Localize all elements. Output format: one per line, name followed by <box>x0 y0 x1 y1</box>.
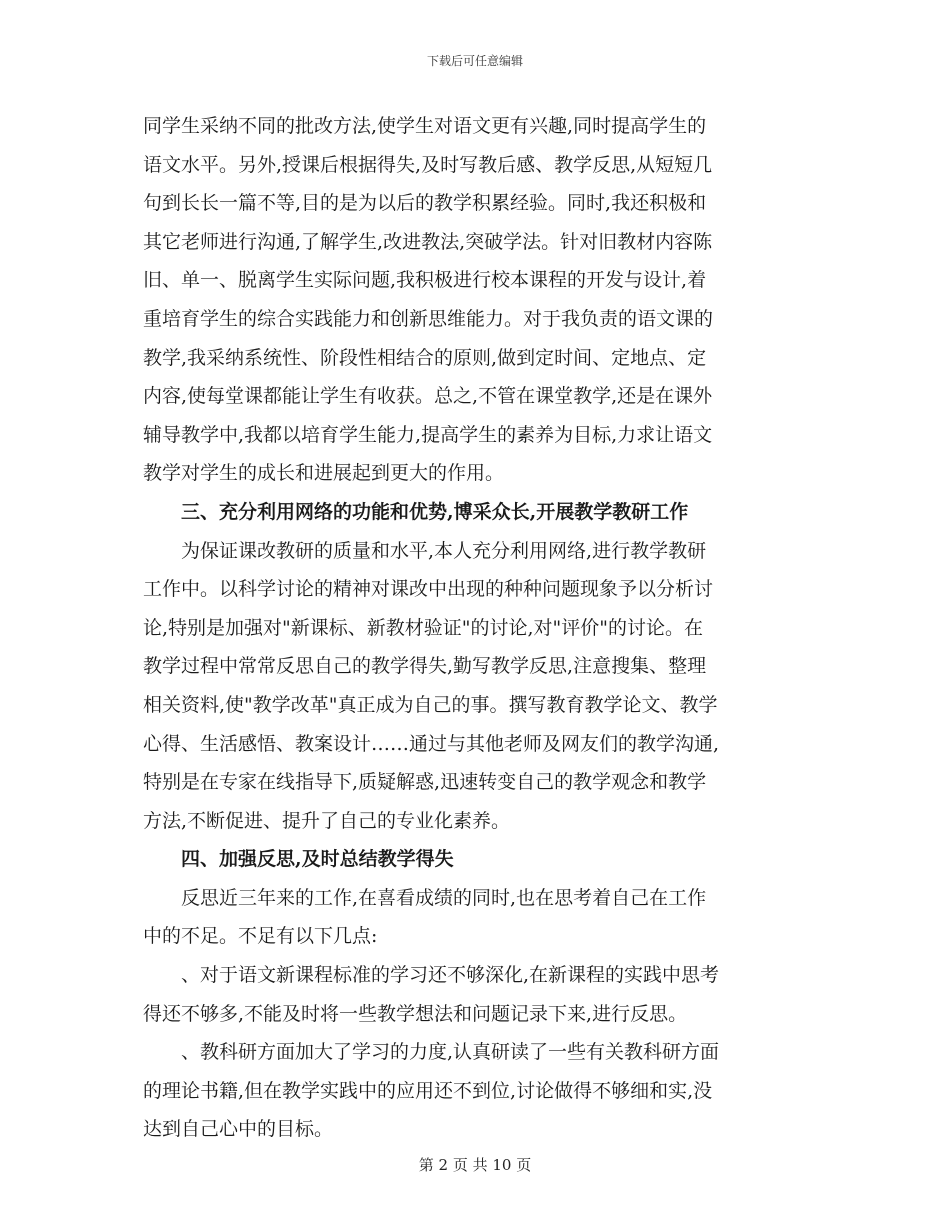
body-line: 达到自己心中的目标。 <box>143 1118 334 1141</box>
body-line: 语文水平。另外,授课后根据得失,及时写教后感、教学反思,从短短几 <box>143 153 713 176</box>
body-line: 内容,使每堂课都能让学生有收获。总之,不管在课堂教学,还是在课外 <box>143 385 713 408</box>
body-line: 为保证课改教研的质量和水平,本人充分利用网络,进行教学教研 <box>181 539 707 562</box>
page-number: 第 2 页 共 10 页 <box>418 1156 532 1174</box>
body-line: 旧、单一、脱离学生实际问题,我积极进行校本课程的开发与设计,着 <box>143 269 707 292</box>
section-heading-3: 三、充分利用网络的功能和优势,博采众长,开展教学教研工作 <box>181 500 689 523</box>
body-line: 教学对学生的成长和进展起到更大的作用。 <box>143 462 505 485</box>
body-line: 其它老师进行沟通,了解学生,改进教法,突破学法。针对旧教材内容陈 <box>143 230 713 253</box>
body-line: 教学过程中常常反思自己的教学得失,勤写教学反思,注意搜集、整理 <box>143 655 707 678</box>
body-line: 反思近三年来的工作,在喜看成绩的同时,也在思考着自己在工作 <box>181 886 707 909</box>
document-body <box>143 107 808 1149</box>
body-line: 工作中。以科学讨论的精神对课改中出现的种种问题现象予以分析讨 <box>143 578 714 601</box>
body-line: 心得、生活感悟、教案设计……通过与其他老师及网友们的教学沟通, <box>143 732 720 755</box>
body-line: 特别是在专家在线指导下,质疑解惑,迅速转变自己的教学观念和教学 <box>143 771 707 794</box>
body-line: 得还不够多,不能及时将一些教学想法和问题记录下来,进行反思。 <box>143 1002 688 1025</box>
body-line: 同学生采纳不同的批改方法,使学生对语文更有兴趣,同时提高学生的 <box>143 115 707 137</box>
page-header-note: 下载后可任意编辑 <box>426 54 523 68</box>
list-item-line: 、教科研方面加大了学习的力度,认真研读了一些有关教科研方面 <box>181 1041 720 1064</box>
body-line: 的理论书籍,但在教学实践中的应用还不到位,讨论做得不够细和实,没 <box>143 1079 713 1102</box>
body-line: 论,特别是加强对"新课标、新教材验证"的讨论,对"评价"的讨论。在 <box>143 616 704 639</box>
body-line: 中的不足。不足有以下几点: <box>143 925 378 948</box>
section-heading-4: 四、加强反思,及时总结教学得失 <box>181 848 454 871</box>
list-item-line: 、对于语文新课程标准的学习还不够深化,在新课程的实践中思考 <box>181 964 720 987</box>
body-line: 辅导教学中,我都以培育学生能力,提高学生的素养为目标,力求让语文 <box>143 423 713 446</box>
body-line: 句到长长一篇不等,目的是为以后的教学积累经验。同时,我还积极和 <box>143 192 707 215</box>
body-line: 相关资料,使"教学改革"真正成为自己的事。撰写教育教学论文、教学 <box>143 693 718 716</box>
body-line: 方法,不断促进、提升了自己的专业化素养。 <box>143 809 511 832</box>
body-line: 教学,我采纳系统性、阶段性相结合的原则,做到定时间、定地点、定 <box>143 346 707 369</box>
body-line: 重培育学生的综合实践能力和创新思维能力。对于我负责的语文课的 <box>143 307 714 330</box>
